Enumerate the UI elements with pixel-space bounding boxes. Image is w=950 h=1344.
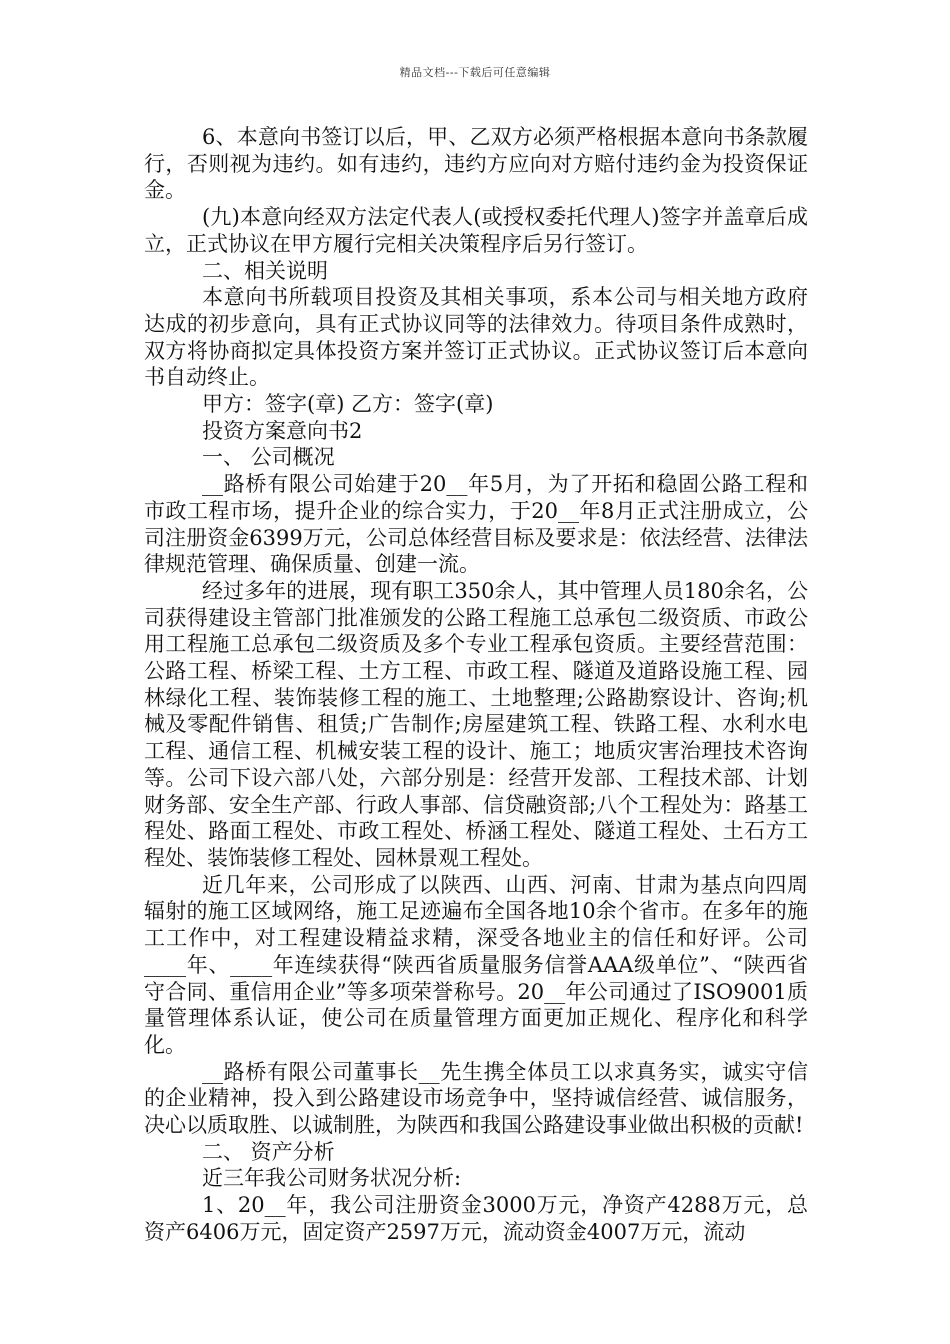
paragraph-company-scope: 经过多年的进展，现有职工350余人，其中管理人员180余名，公司获得建设主管部门批准颁发的公路工程施工总承包二级资质、市政公用工程施工总承包二级资质及多个专业工程承包资质。主要经营范围：公路工程、桥梁工程、土方工程、市政工程、隧道及道路设施工程、园林绿化工程、装饰装修工程的施工、土地整理;公路勘察设计、咨询;机械及零配件销售、租赁;广告制作;房屋建筑工程、铁路工程、水利水电工程、通信工程、机械安装工程的设计、施工；地质灾害治理技术咨询等。公司下设六部八处，六部分别是：经营开发部、工程技术部、计划财务部、安全生产部、行政人事部、信贷融资部;八个工程处为：路基工程处、路面工程处、市政工程处、桥涵工程处、隧道工程处、土石方工程处、装饰装修工程处、园林景观工程处。 bbox=[144, 578, 808, 870]
section-heading-asset-analysis: 二、 资产分析 bbox=[202, 1139, 335, 1164]
paragraph-financial-item-1: 1、20__年，我公司注册资金3000万元，净资产4288万元，总资产6406万元，固定资产2597万元，流动资金4007万元，流动 bbox=[144, 1193, 808, 1244]
section-heading-related-notes: 二、相关说明 bbox=[202, 258, 328, 283]
paragraph-company-spirit: __路桥有限公司董事长__先生携全体员工以求真务实，诚实守信的企业精神，投入到公路建设市场竞争中，坚持诚信经营、诚信服务，决心以质取胜、以诚制胜，为陕西和我国公路建设事业做出积极的贡献! bbox=[144, 1059, 808, 1138]
section-heading-company-overview: 一、 公司概况 bbox=[202, 445, 335, 470]
document-title-2: 投资方案意向书2 bbox=[202, 418, 363, 443]
document-body bbox=[144, 124, 808, 1246]
page-header: 精品文档---下载后可任意编辑 bbox=[399, 66, 551, 79]
paragraph-financial-intro: 近三年我公司财务状况分析: bbox=[202, 1166, 462, 1191]
paragraph-company-reputation: 近几年来，公司形成了以陕西、山西、河南、甘肃为基点向四周辐射的施工区域网络，施工足迹遍布全国各地10余个省市。在多年的施工工作中，对工程建设精益求精，深受各地业主的信任和好评。公司____年、____年连续获得“陕西省质量服务信誉AAA级单位”、“陕西省守合同、重信用企业”等多项荣誉称号。20__年公司通过了ISO9001质量管理体系认证，使公司在质量管理方面更加正规化、程序化和科学化。 bbox=[144, 872, 808, 1057]
paragraph-related-notes: 本意向书所载项目投资及其相关事项，系本公司与相关地方政府达成的初步意向，具有正式协议同等的法律效力。待项目条件成熟时，双方将协商拟定具体投资方案并签订正式协议。正式协议签订后本意向书自动终止。 bbox=[144, 285, 808, 390]
paragraph-effectiveness-clause: (九)本意向经双方法定代表人(或授权委托代理人)签字并盖章后成立，正式协议在甲方履行完相关决策程序后另行签订。 bbox=[144, 205, 808, 256]
signature-line: 甲方：签字(章) 乙方：签字(章) bbox=[202, 392, 494, 417]
paragraph-company-founding: __路桥有限公司始建于20__年5月，为了开拓和稳固公路工程和市政工程市场，提升企业的综合实力，于20__年8月正式注册成立，公司注册资金6399万元，公司总体经营目标及要求是：依法经营、法律法律规范管理、确保质量、创建一流。 bbox=[144, 472, 808, 577]
paragraph-breach-clause: 6、本意向书签订以后，甲、乙双方必须严格根据本意向书条款履行，否则视为违约。如有违约，违约方应向对方赔付违约金为投资保证金。 bbox=[144, 125, 808, 203]
